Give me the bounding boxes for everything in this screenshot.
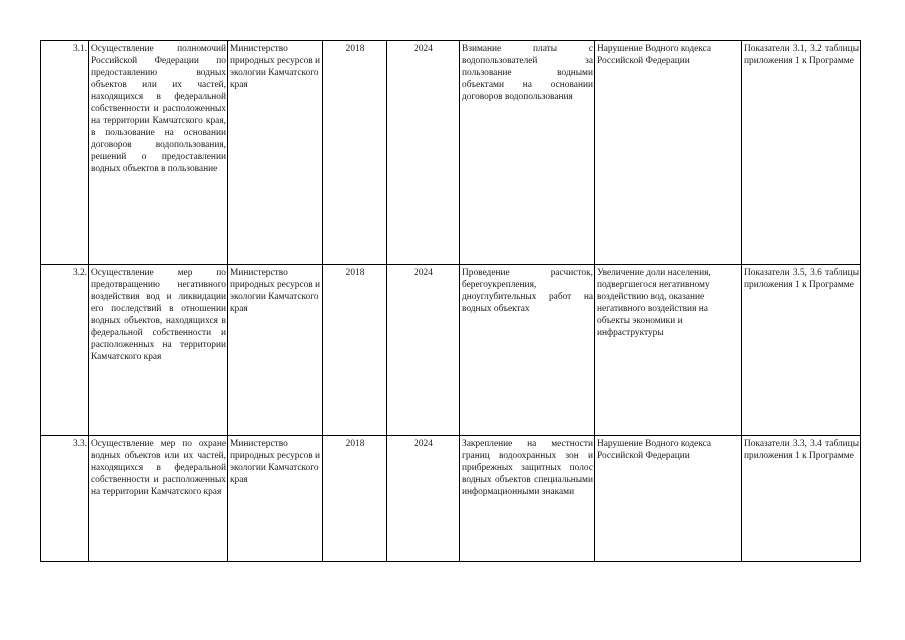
expected-result: Закрепление на местности границ водоохранных зон и прибрежных защитных полос водных объектов специальными информационными знаками (460, 436, 595, 562)
row-number: 3.3. (41, 436, 89, 562)
end-year: 2024 (387, 265, 460, 436)
non-implementation-consequences: Увеличение доли населения, подвергшегося негативному воздействию вод, оказание негативного воздействия на объекты экономики и инфраструктуры (595, 265, 742, 436)
related-indicators: Показатели 3.5, 3.6 таблицы приложения 1 к Программе (742, 265, 861, 436)
end-year: 2024 (387, 436, 460, 562)
table-row (41, 265, 861, 436)
related-indicators: Показатели 3.3, 3.4 таблицы приложения 1 к Программе (742, 436, 861, 562)
measure-name: Осуществление полномочий Российской Федерации по предоставлению водных объектов или их частей, находящихся в федеральной собственности и расположенных на территории Камчатского края, в пользование на основании договоров водопользования, решений о предоставлении водных объектов в пользование (89, 41, 228, 265)
related-indicators: Показатели 3.1, 3.2 таблицы приложения 1 к Программе (742, 41, 861, 265)
program-measures-table (40, 40, 861, 562)
end-year: 2024 (387, 41, 460, 265)
responsible-executor: Министерство природных ресурсов и экологии Камчатского края (228, 265, 323, 436)
non-implementation-consequences: Нарушение Водного кодекса Российской Федерации (595, 436, 742, 562)
responsible-executor: Министерство природных ресурсов и экологии Камчатского края (228, 41, 323, 265)
expected-result: Взимание платы с водопользователей за пользование водными объектами на основании договоров водопользования (460, 41, 595, 265)
expected-result: Проведение расчисток, берегоукрепления, дноуглубительных работ на водных объектах (460, 265, 595, 436)
start-year: 2018 (323, 436, 387, 562)
start-year: 2018 (323, 265, 387, 436)
responsible-executor: Министерство природных ресурсов и экологии Камчатского края (228, 436, 323, 562)
measure-name: Осуществление мер по предотвращению негативного воздействия вод и ликвидации его последствий в отношении водных объектов, находящихся в федеральной собственности и расположенных на территории Камчатского края (89, 265, 228, 436)
table-row (41, 41, 861, 265)
start-year: 2018 (323, 41, 387, 265)
non-implementation-consequences: Нарушение Водного кодекса Российской Федерации (595, 41, 742, 265)
row-number: 3.2. (41, 265, 89, 436)
measure-name: Осуществление мер по охране водных объектов или их частей, находящихся в федеральной собственности и расположенных на территории Камчатского края (89, 436, 228, 562)
row-number: 3.1. (41, 41, 89, 265)
table-row (41, 436, 861, 562)
